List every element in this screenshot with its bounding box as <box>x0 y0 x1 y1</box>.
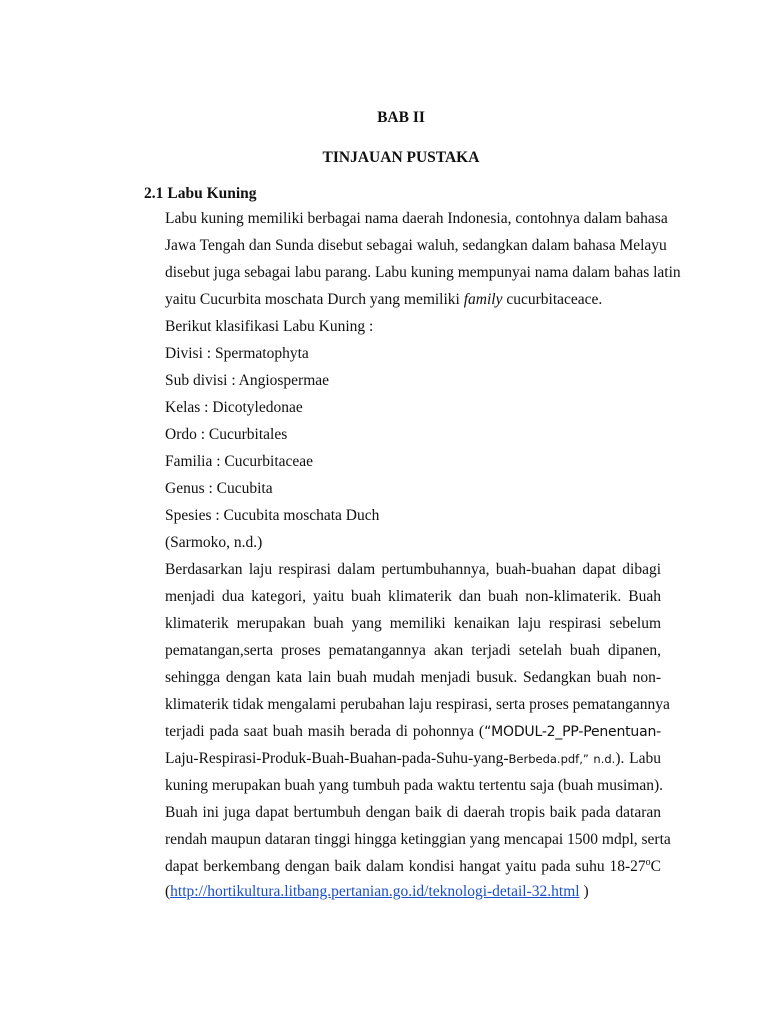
reference-text: “MODUL-2_PP-Penentuan- <box>484 724 661 740</box>
classification-heading: Berikut klasifikasi Labu Kuning : <box>165 318 374 335</box>
paragraph-line: klimaterik merupakan buah yang memiliki kenaikan laju respirasi sebelum <box>165 615 661 632</box>
classification-item: Sub divisi : Angiospermae <box>165 372 330 389</box>
chapter-title: TINJAUAN PUSTAKA <box>322 149 480 166</box>
section-number: 2.1 <box>144 185 164 202</box>
paragraph-line: Labu kuning memiliki berbagai nama daerah Indonesia, contohnya dalam bahasa <box>165 210 668 227</box>
paragraph-line <box>165 857 661 877</box>
classification-item: Spesies : Cucubita moschata Duch <box>165 507 380 524</box>
paragraph-line: sehingga dengan kata lain buah mudah menjadi busuk. Sedangkan buah non- <box>165 669 661 686</box>
paragraph-line: klimaterik tidak mengalami perubahan laju respirasi, serta proses pematangannya <box>165 696 670 713</box>
paragraph-line <box>165 749 661 769</box>
text-span: Laju-Respirasi-Produk-Buah-Buahan-pada-Suhu-yang- <box>165 750 509 767</box>
paragraph-line: kuning merupakan buah yang tumbuh pada waktu tertentu saja (buah musiman). <box>165 777 664 794</box>
chapter-label: BAB II <box>377 109 425 126</box>
paragraph-line: pematangan,serta proses pematangannya akan terjadi setelah buah dipanen, <box>165 642 661 659</box>
text-span: ). Labu <box>615 750 661 767</box>
paragraph-line: Berdasarkan laju respirasi dalam pertumbuhannya, buah-buahan dapat dibagi <box>165 561 661 578</box>
text-span: cucurbitaceace. <box>502 291 603 308</box>
classification-item: Genus : Cucubita <box>165 480 273 497</box>
paragraph-line: rendah maupun dataran tinggi hingga ketinggian yang mencapai 1500 mdpl, serta <box>165 831 671 848</box>
text-span: ) <box>579 883 589 900</box>
classification-item: Kelas : Dicotyledonae <box>165 399 303 416</box>
superscript: o <box>645 856 651 868</box>
classification-item: Ordo : Cucurbitales <box>165 426 288 443</box>
paragraph-line: Jawa Tengah dan Sunda disebut sebagai waluh, sedangkan dalam bahasa Melayu <box>165 237 667 254</box>
source-line <box>165 882 661 902</box>
citation: (Sarmoko, n.d.) <box>165 534 263 551</box>
classification-item: Divisi : Spermatophyta <box>165 345 309 362</box>
paragraph-line <box>165 290 661 310</box>
italic-term: family <box>463 291 503 308</box>
section-title: Labu Kuning <box>167 185 257 202</box>
paragraph-line: Buah ini juga dapat bertumbuh dengan baik di daerah tropis baik pada dataran <box>165 804 661 821</box>
reference-text: Berbeda.pdf,” n.d. <box>508 752 616 766</box>
text-span: dapat berkembang dengan baik dalam kondisi hangat yaitu pada suhu 18-27 <box>165 858 646 875</box>
paragraph-line <box>165 722 661 742</box>
paragraph-line: disebut juga sebagai labu parang. Labu kuning mempunyai nama dalam bahas latin <box>165 264 681 281</box>
section-heading <box>144 184 257 204</box>
text-span: C <box>650 858 661 875</box>
source-link[interactable]: http://hortikultura.litbang.pertanian.go.id/teknologi-detail-32.html <box>170 883 580 900</box>
classification-item: Familia : Cucurbitaceae <box>165 453 314 470</box>
paragraph-line: menjadi dua kategori, yaitu buah klimaterik dan buah non-klimaterik. Buah <box>165 588 661 605</box>
text-span: ( <box>165 883 171 900</box>
text-span: terjadi pada saat buah masih berada di pohonnya ( <box>165 723 485 740</box>
text-span: yaitu Cucurbita moschata Durch yang memiliki <box>165 291 464 308</box>
